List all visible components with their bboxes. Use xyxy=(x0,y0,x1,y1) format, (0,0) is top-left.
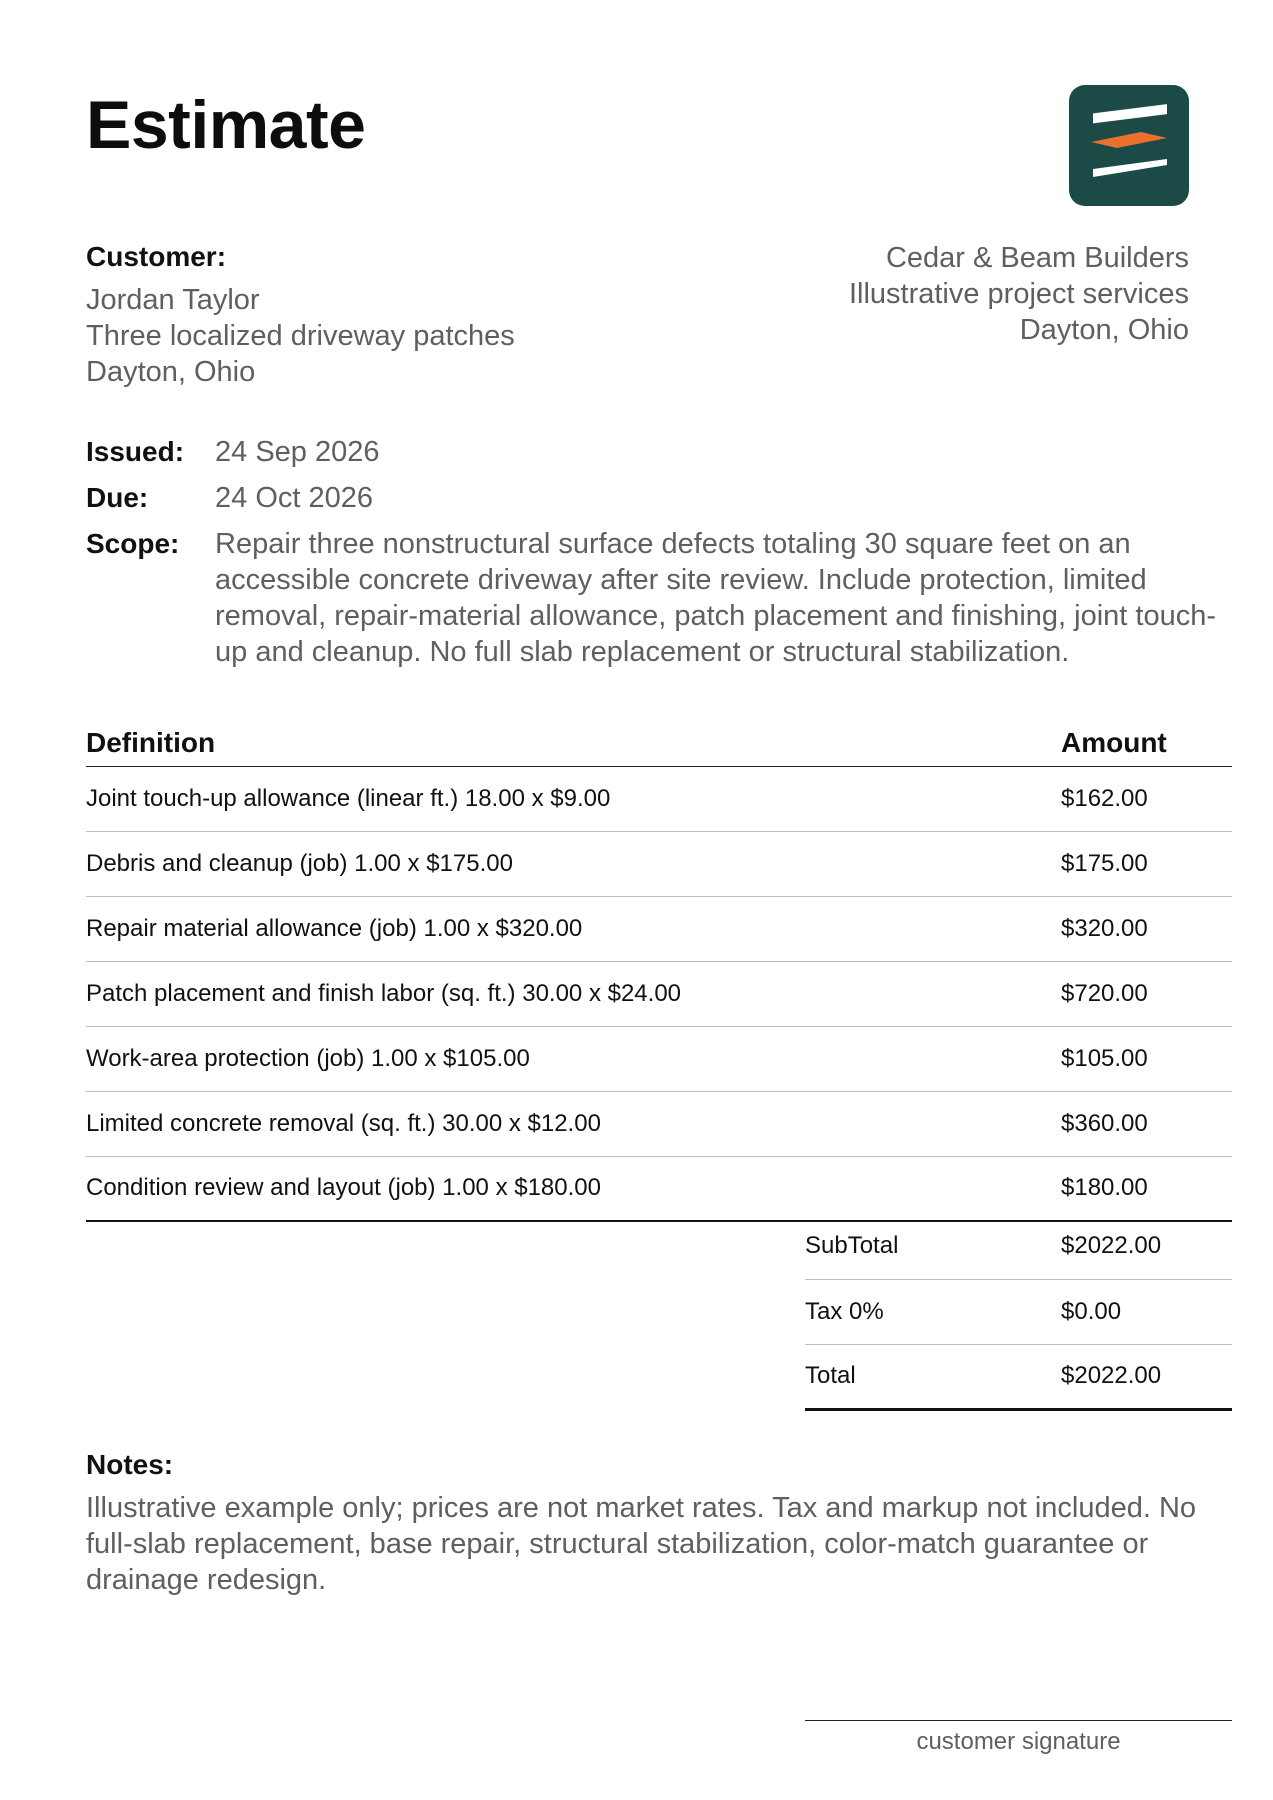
line-item-definition: Patch placement and finish labor (sq. ft.) 30.00 x $24.00 xyxy=(86,961,1061,1026)
logo-layer-bottom xyxy=(1093,159,1167,177)
line-item-definition: Condition review and layout (job) 1.00 x $180.00 xyxy=(86,1156,1061,1221)
table-header-row xyxy=(86,722,1232,766)
line-items-table xyxy=(86,722,1232,1222)
scope-text: Repair three nonstructural surface defects totaling 30 square feet on an accessible concrete driveway after site review. Include protection, limited removal, repair-material allowance, patch placement and finishing, joint touch-up and cleanup. No full slab replacement or structural stabilization. xyxy=(215,528,1217,668)
line-item-definition: Debris and cleanup (job) 1.00 x $175.00 xyxy=(86,831,1061,896)
due-date: 24 Oct 2026 xyxy=(215,482,373,514)
table-row xyxy=(86,961,1232,1026)
signature-label: customer signature xyxy=(916,1728,1121,1755)
customer-label: Customer: xyxy=(86,241,227,272)
table-row xyxy=(86,1156,1232,1221)
line-item-amount: $162.00 xyxy=(1061,766,1232,831)
subtotal-row xyxy=(805,1214,1232,1279)
total-label: Total xyxy=(805,1344,1061,1409)
company-tagline: Illustrative project services xyxy=(848,278,1189,310)
due-label: Due: xyxy=(86,482,149,513)
tax-value: $0.00 xyxy=(1061,1279,1232,1344)
table-row xyxy=(86,1091,1232,1156)
line-item-definition: Limited concrete removal (sq. ft.) 30.00 x $12.00 xyxy=(86,1091,1061,1156)
totals-table xyxy=(805,1214,1232,1411)
line-item-amount: $105.00 xyxy=(1061,1026,1232,1091)
table-row xyxy=(86,1026,1232,1091)
logo-layer-top xyxy=(1093,104,1167,123)
document-title: Estimate xyxy=(86,87,366,163)
table-row xyxy=(86,896,1232,961)
line-item-definition: Repair material allowance (job) 1.00 x $320.00 xyxy=(86,896,1061,961)
scope-label: Scope: xyxy=(86,528,180,559)
subtotal-value: $2022.00 xyxy=(1061,1214,1232,1279)
company-location: Dayton, Ohio xyxy=(1019,314,1189,346)
notes-text: Illustrative example only; prices are not market rates. Tax and markup not included. No full-slab replacement, base repair, structural stabilization, color-match guarantee or drainage redesign. xyxy=(86,1492,1197,1596)
customer-project: Three localized driveway patches xyxy=(86,320,515,352)
stacked-layers-icon xyxy=(1069,85,1189,206)
line-item-amount: $360.00 xyxy=(1061,1091,1232,1156)
line-item-definition: Joint touch-up allowance (linear ft.) 18.00 x $9.00 xyxy=(86,766,1061,831)
line-item-amount: $320.00 xyxy=(1061,896,1232,961)
table-row xyxy=(86,831,1232,896)
notes-block xyxy=(86,1448,1206,1598)
total-value: $2022.00 xyxy=(1061,1344,1232,1409)
issued-date: 24 Sep 2026 xyxy=(215,436,380,468)
line-item-definition: Work-area protection (job) 1.00 x $105.00 xyxy=(86,1026,1061,1091)
logo-layer-middle xyxy=(1091,132,1167,148)
table-row xyxy=(86,766,1232,831)
definition-column-header: Definition xyxy=(86,722,1061,766)
notes-label: Notes: xyxy=(86,1449,174,1480)
company-name: Cedar & Beam Builders xyxy=(885,242,1189,274)
customer-name: Jordan Taylor xyxy=(86,284,260,316)
amount-column-header: Amount xyxy=(1061,722,1232,766)
company-block xyxy=(629,240,1189,348)
scope-row xyxy=(86,526,1246,670)
total-row xyxy=(805,1344,1232,1409)
estimate-meta xyxy=(86,434,1246,680)
issued-row xyxy=(86,434,1246,470)
due-row xyxy=(86,480,1246,516)
tax-row xyxy=(805,1279,1232,1344)
customer-location: Dayton, Ohio xyxy=(86,356,256,388)
line-item-amount: $175.00 xyxy=(1061,831,1232,896)
issued-label: Issued: xyxy=(86,436,185,467)
company-logo-icon xyxy=(1069,85,1189,206)
signature-line[interactable] xyxy=(805,1720,1232,1721)
tax-label: Tax 0% xyxy=(805,1279,1061,1344)
subtotal-label: SubTotal xyxy=(805,1214,1061,1279)
line-item-amount: $180.00 xyxy=(1061,1156,1232,1221)
line-item-amount: $720.00 xyxy=(1061,961,1232,1026)
